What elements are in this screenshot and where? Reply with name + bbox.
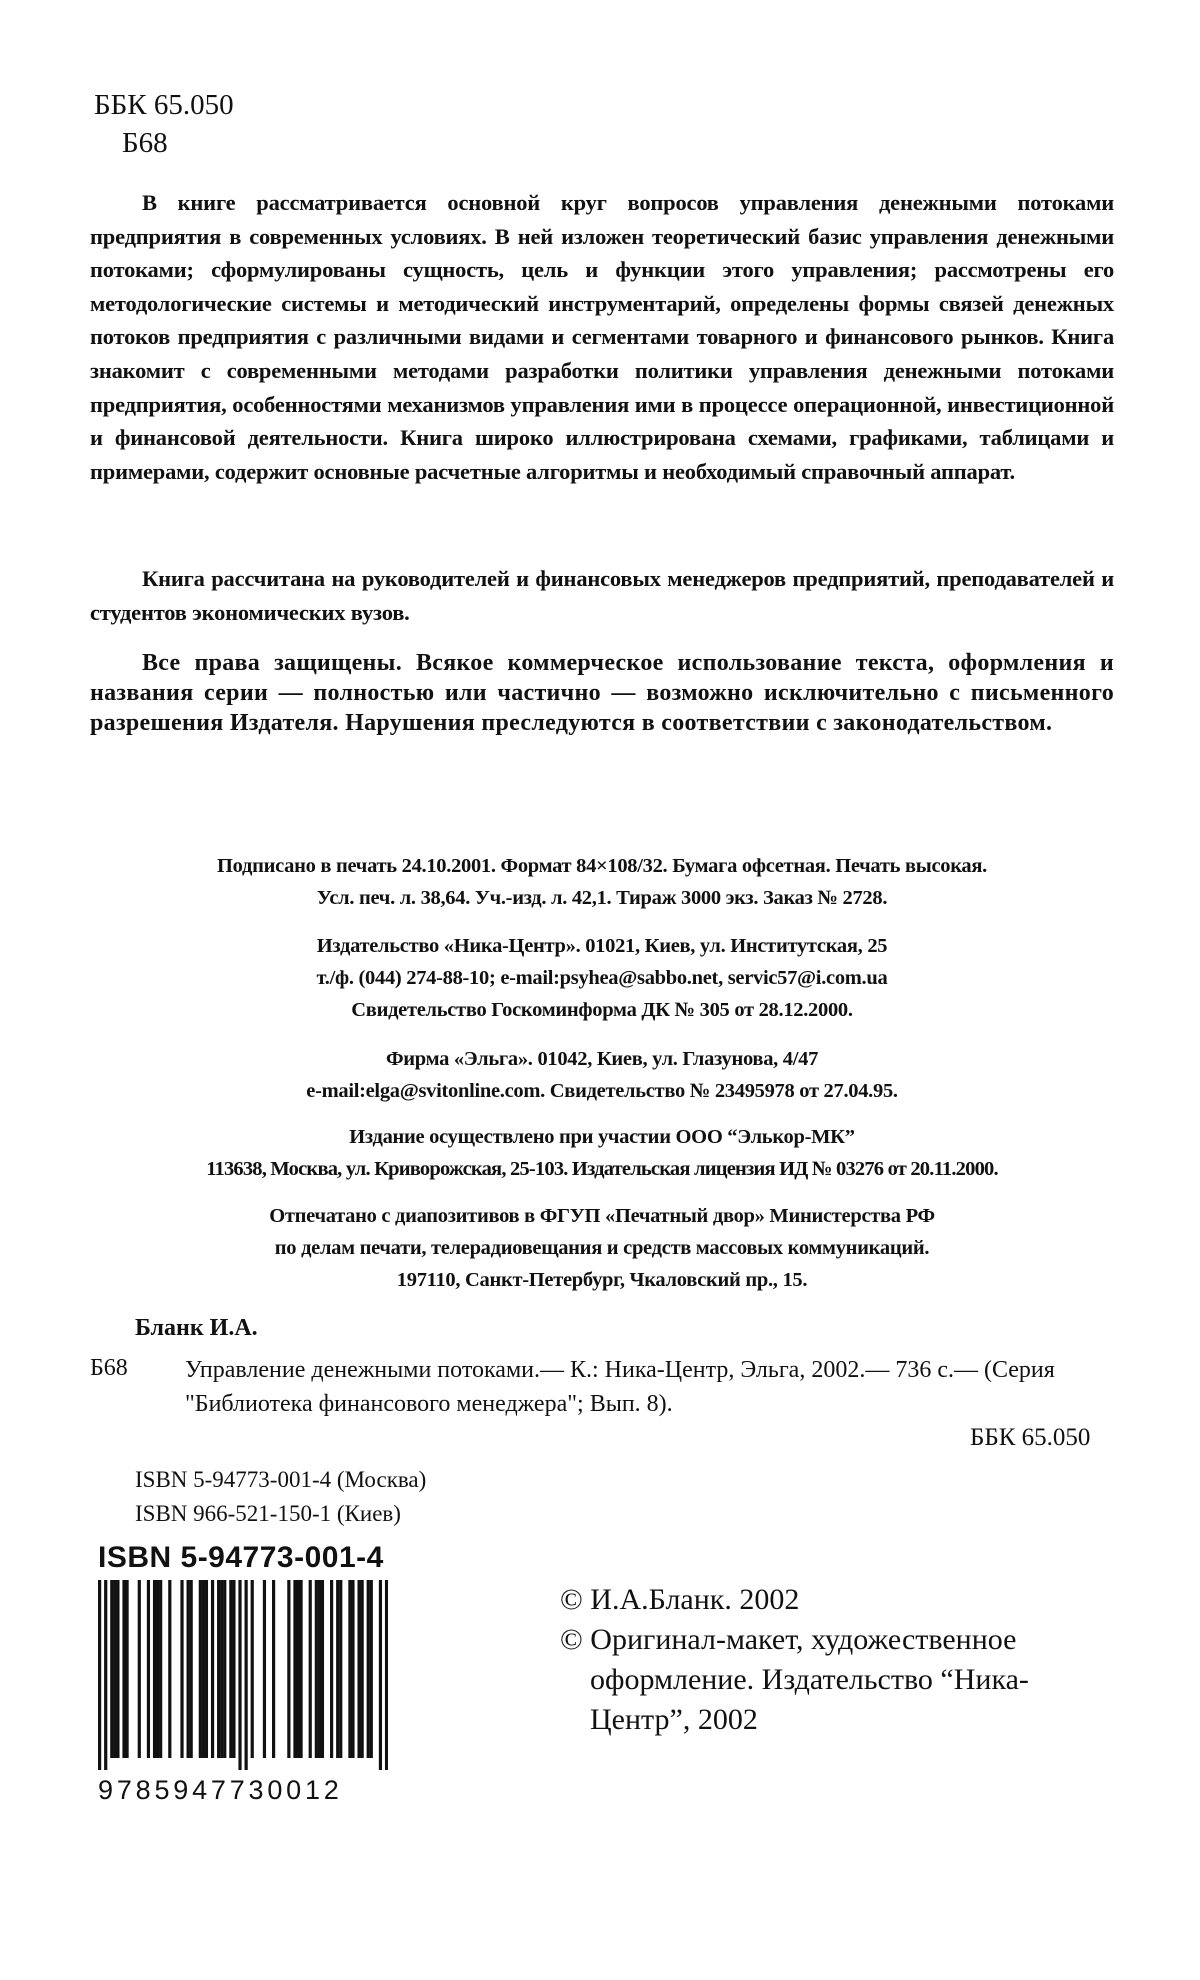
barcode-bar [125, 1580, 128, 1758]
barcode-digits: 9785947730012 [98, 1775, 343, 1805]
copyright-author: © И.А.Бланк. 2002 [560, 1583, 800, 1616]
barcode-bar [379, 1580, 382, 1770]
barcode-bar [238, 1580, 241, 1770]
barcode-bar [229, 1580, 232, 1758]
bibliography-description: Управление денежными потоками.— К.: Ника-Центр, Эльга, 2002.— 736 с.— (Серия "Библиотека финансового менеджера"; Вып. 8). [185, 1357, 1055, 1417]
barcode-bar [199, 1580, 202, 1758]
barcode-bar [321, 1580, 324, 1758]
barcode-bar [98, 1580, 101, 1770]
barcode-bar [138, 1580, 141, 1758]
barcode-bar [211, 1580, 214, 1758]
barcode-bar [153, 1580, 156, 1758]
coedition-line: Издание осуществлено при участии ООО “Элькор-МК” [349, 1126, 855, 1148]
audience-text: Книга рассчитана на руководителей и финансовых менеджеров предприятий, преподавателей и студентов экономических вузов. [90, 566, 1114, 625]
audience-paragraph [90, 562, 1114, 629]
barcode-bar [232, 1580, 235, 1758]
printer-line: по делам печати, телерадиовещания и средств массовых коммуникаций. [274, 1237, 930, 1259]
barcode-bar [370, 1580, 373, 1758]
printer-info [90, 1200, 1114, 1296]
barcode-bar [330, 1580, 333, 1758]
publisher-line: т./ф. (044) 274-88-10; e-mail:psyhea@sabbo.net, servic57@i.com.ua [316, 967, 888, 989]
firm-info [90, 1043, 1114, 1107]
barcode-bar [122, 1580, 125, 1758]
barcode-bar [217, 1580, 220, 1758]
barcode-bar [296, 1580, 299, 1758]
print-line: Подписано в печать 24.10.2001. Формат 84×108/32. Бумага офсетная. Печать высокая. [217, 855, 987, 877]
isbn-kiev: ISBN 966-521-150-1 (Киев) [135, 1501, 401, 1526]
print-details [90, 850, 1114, 914]
barcode-bar [205, 1580, 208, 1758]
barcode-bar [220, 1580, 223, 1758]
isbn-moscow: ISBN 5-94773-001-4 (Москва) [135, 1467, 427, 1492]
author-sign: Б68 [122, 127, 168, 159]
coedition-line: 113638, Москва, ул. Криворожская, 25-103. Издательская лицензия ИД № 03276 от 20.11.2000. [206, 1158, 998, 1180]
publisher-info [90, 930, 1114, 1026]
isbn-list [135, 1463, 426, 1531]
annotation-paragraph [90, 186, 1114, 488]
print-line: Усл. печ. л. 38,64. Уч.-изд. л. 42,1. Тираж 3000 экз. Заказ № 2728. [316, 887, 888, 909]
bibliography-code: Б68 [90, 1355, 128, 1381]
bibliography-author: Бланк И.А. [135, 1315, 258, 1341]
barcode-bar [309, 1580, 312, 1758]
barcode-bar [293, 1580, 296, 1758]
publisher-line: Издательство «Ника-Центр». 01021, Киев, ул. Институтская, 25 [316, 935, 888, 957]
printer-line: 197110, Санкт-Петербург, Чкаловский пр., 15. [396, 1269, 808, 1291]
barcode-bar [251, 1580, 254, 1758]
rights-notice [90, 648, 1114, 738]
copyright-layout-line: © Оригинал-макет, художественное [560, 1623, 1017, 1656]
barcode-bar [385, 1580, 388, 1770]
annotation-text: В книге рассматривается основной круг вопросов управления денежными потоками предприятия в современных условиях. В ней изложен теоретический базис управления денежными потоками; сформулированы сущность, цель и функции этого управления; рассмотрены его методологические системы и методический инструментарий, определены формы связей денежных потоков предприятия с различными видами и сегментами товарного и финансового рынков. Книга знакомит с современными методами разработки политики управления денежными потоками предприятия, особенностями механизмов управления ими в процессе операционной, инвестиционной и финансовой деятельности. Книга широко иллюстрирована схемами, графиками, таблицами и примерами, содержит основные расчетные алгоритмы и необходимый справочный аппарат. [90, 190, 1114, 484]
barcode-bar [318, 1580, 321, 1758]
barcode-bar [190, 1580, 193, 1758]
copyright-layout [560, 1620, 1120, 1740]
barcode-bar [287, 1580, 290, 1758]
barcode-bar [168, 1580, 171, 1758]
copyright-layout-line: оформление. Издательство “Ника- [590, 1663, 1029, 1696]
publisher-line: Свидетельство Госкоминформа ДК № 305 от 28.12.2000. [351, 999, 853, 1021]
barcode-bar [272, 1580, 275, 1758]
barcode-bar [113, 1580, 116, 1758]
barcode-bar [156, 1580, 159, 1758]
barcode-bar [367, 1580, 370, 1758]
barcode-bar [339, 1580, 342, 1758]
barcode-bar [223, 1580, 226, 1758]
firm-line: e-mail:elga@svitonline.com. Свидетельство № 23495978 от 27.04.95. [306, 1080, 898, 1102]
barcode-bar [116, 1580, 119, 1758]
barcode-bar [357, 1580, 360, 1758]
barcode-bar [299, 1580, 302, 1758]
coedition-info [90, 1121, 1114, 1185]
barcode-bar [315, 1580, 318, 1758]
barcode-bar [110, 1580, 113, 1758]
rights-text: Все права защищены. Всякое коммерческое использование текста, оформления и названия серии — полностью или частично — возможно исключительно с письменного разрешения Издателя. Нарушения преследуются в соответствии с законодательством. [90, 650, 1114, 736]
barcode-bar [361, 1580, 364, 1758]
copyright-layout-line: Центр”, 2002 [590, 1703, 758, 1736]
barcode-isbn-label: ISBN 5-94773-001-4 [98, 1541, 384, 1574]
barcode-bar [159, 1580, 162, 1758]
barcode-bar [104, 1580, 107, 1770]
barcode-bar [351, 1580, 354, 1758]
barcode-bar [263, 1580, 266, 1758]
barcode-bar [187, 1580, 190, 1758]
barcode-bar [202, 1580, 205, 1758]
barcode-image [98, 1580, 388, 1770]
printer-line: Отпечатано с диапозитивов в ФГУП «Печатный двор» Министерства РФ [269, 1205, 935, 1227]
barcode-bar [348, 1580, 351, 1758]
firm-line: Фирма «Эльга». 01042, Киев, ул. Глазунова, 4/47 [385, 1048, 819, 1070]
barcode-bar [180, 1580, 183, 1758]
barcode-bar [245, 1580, 248, 1770]
bbk-code: ББК 65.050 [94, 89, 234, 121]
barcode-bar [336, 1580, 339, 1758]
barcode-bar [147, 1580, 150, 1758]
bibliography-bbk: ББК 65.050 [970, 1424, 1091, 1451]
